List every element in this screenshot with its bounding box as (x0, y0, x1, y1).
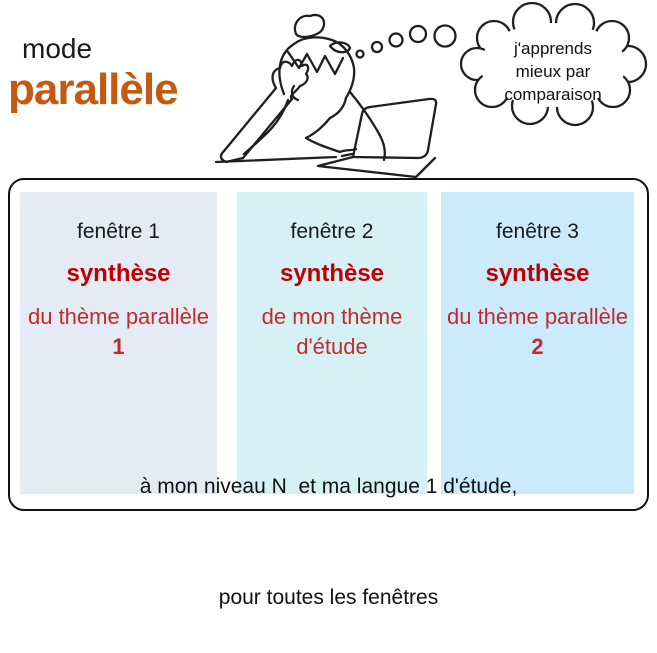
hand-on-head (273, 60, 309, 99)
thought-bubble-line: j'apprends (514, 39, 592, 58)
thought-bubble-text (478, 37, 628, 106)
thought-trail-bubble (357, 51, 364, 58)
window-2-heading: synthèse (279, 260, 385, 287)
hair-fringe (288, 52, 343, 74)
window-2-title: fenêtre 2 (290, 220, 374, 243)
window-2-detail-line2: d'étude (296, 334, 368, 359)
mode-label: mode (22, 33, 93, 64)
thought-bubble-line: mieux par (515, 62, 591, 81)
shared-settings-note (8, 394, 649, 653)
thought-bubble-line: comparaison (504, 85, 602, 104)
thought-trail-bubble (435, 26, 456, 47)
laptop-base (318, 157, 435, 177)
head (279, 37, 354, 98)
window-2-detail-line1: de mon thème (261, 304, 403, 329)
shared-settings-line2: pour toutes les fenêtres (218, 586, 439, 609)
window-3-detail-line1: du thème parallèle (446, 304, 628, 329)
window-1-detail-line2: 1 (112, 334, 125, 359)
laptop-screen (353, 99, 436, 158)
window-3-heading: synthèse (485, 260, 590, 287)
window-3-detail-line2: 2 (531, 334, 544, 359)
window-1-title: fenêtre 1 (77, 220, 160, 243)
thought-trail-bubble (410, 26, 426, 42)
mode-name: parallèle (8, 65, 178, 114)
hair-bun (295, 15, 324, 37)
window-1-detail-line1: du thème parallèle (27, 304, 209, 329)
thought-trail-bubble (390, 34, 403, 47)
thought-trail-bubble (372, 42, 382, 52)
window-3-title: fenêtre 3 (496, 220, 579, 243)
shared-settings-line1: à mon niveau N et ma langue 1 d'étude, (139, 475, 518, 498)
window-1-heading: synthèse (66, 260, 171, 287)
